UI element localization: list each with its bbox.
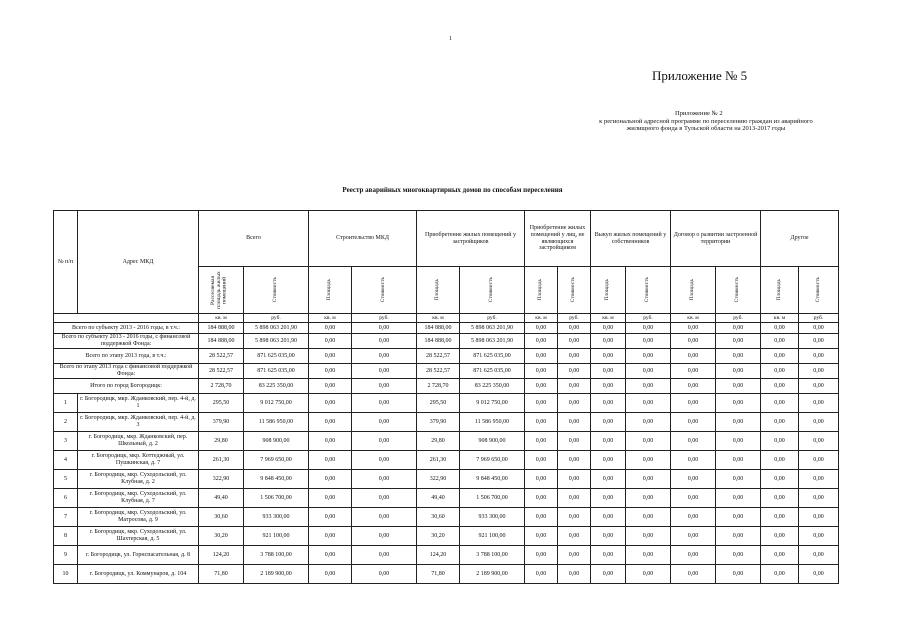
table-cell: 7 969 650,00: [460, 451, 525, 470]
table-cell: 0,00: [558, 432, 591, 451]
table-cell: 0,00: [591, 470, 626, 489]
table-cell: 0,00: [626, 379, 671, 394]
table-cell: 0,00: [352, 432, 417, 451]
annex-title: Приложение № 5: [652, 68, 748, 83]
table-cell: 0,00: [761, 334, 799, 349]
summary-row: [54, 334, 839, 349]
header-group-non-developer: Приобретение жилых помещений у лиц, не являющихся застройщиком: [525, 211, 591, 267]
table-row: [54, 432, 839, 451]
table-cell: 83 225 350,00: [244, 379, 309, 394]
table-cell: 0,00: [352, 508, 417, 527]
table-cell: 0,00: [525, 394, 558, 413]
table-cell: 0,00: [799, 413, 839, 432]
registry-body: [54, 323, 839, 584]
table-cell: 0,00: [671, 546, 716, 565]
table-cell: 0,00: [626, 508, 671, 527]
row-number: 10: [54, 565, 78, 584]
table-cell: 0,00: [525, 432, 558, 451]
table-cell: 0,00: [525, 413, 558, 432]
table-cell: 0,00: [799, 432, 839, 451]
table-cell: 908 900,00: [244, 432, 309, 451]
unit-rub: руб.: [244, 314, 309, 323]
unit-rub: руб.: [716, 314, 761, 323]
table-cell: 0,00: [525, 527, 558, 546]
summary-label: Всего по субъекту 2013 - 2016 годы, с финансовой поддержкой Фонда:: [54, 334, 199, 349]
table-cell: 0,00: [309, 432, 352, 451]
table-cell: 2 189 900,00: [460, 565, 525, 584]
table-cell: 0,00: [525, 451, 558, 470]
table-cell: 9 012 750,00: [244, 394, 309, 413]
row-number: 8: [54, 527, 78, 546]
table-cell: 0,00: [309, 394, 352, 413]
table-cell: 0,00: [716, 546, 761, 565]
table-cell: 0,00: [626, 546, 671, 565]
table-cell: 2 189 900,00: [244, 565, 309, 584]
table-cell: 0,00: [591, 489, 626, 508]
header-group-construction: Строительство МКД: [309, 211, 417, 267]
table-cell: 30,20: [417, 527, 460, 546]
table-cell: 0,00: [352, 413, 417, 432]
table-cell: 0,00: [352, 334, 417, 349]
table-cell: 0,00: [716, 364, 761, 379]
table-cell: 0,00: [761, 323, 799, 334]
annex-sub-line1: Приложение № 2: [675, 110, 723, 117]
table-cell: 322,90: [199, 470, 244, 489]
table-cell: 0,00: [591, 527, 626, 546]
table-cell: 71,80: [417, 565, 460, 584]
table-cell: 30,20: [199, 527, 244, 546]
table-cell: 0,00: [591, 349, 626, 364]
table-cell: 11 586 950,00: [460, 413, 525, 432]
table-cell: 0,00: [799, 489, 839, 508]
table-cell: 295,50: [199, 394, 244, 413]
table-cell: 0,00: [525, 334, 558, 349]
table-cell: 0,00: [525, 546, 558, 565]
table-cell: 0,00: [626, 451, 671, 470]
table-cell: 379,90: [417, 413, 460, 432]
table-cell: 0,00: [352, 489, 417, 508]
table-cell: 0,00: [799, 379, 839, 394]
table-cell: 0,00: [761, 451, 799, 470]
table-cell: 0,00: [558, 364, 591, 379]
summary-label: Всего по субъекту 2013 - 2016 годы, в т.ч.:: [54, 323, 199, 334]
header-group-buyout: Выкуп жилых помещений у собственников: [591, 211, 671, 267]
table-cell: 28 522,57: [199, 364, 244, 379]
table-cell: 0,00: [309, 565, 352, 584]
table-cell: 3 788 100,00: [244, 546, 309, 565]
table-cell: 933 300,00: [244, 508, 309, 527]
table-cell: 0,00: [761, 470, 799, 489]
unit-area: кв. м: [417, 314, 460, 323]
subheader-cost: Стоимость: [352, 267, 417, 314]
table-cell: 3 788 100,00: [460, 546, 525, 565]
table-cell: 0,00: [558, 349, 591, 364]
table-cell: 871 625 035,00: [460, 364, 525, 379]
table-cell: 0,00: [716, 334, 761, 349]
subheader-area: Площадь: [761, 267, 799, 314]
table-cell: 0,00: [309, 527, 352, 546]
table-cell: 0,00: [761, 413, 799, 432]
table-cell: 0,00: [671, 334, 716, 349]
table-cell: 0,00: [626, 413, 671, 432]
table-cell: 908 900,00: [460, 432, 525, 451]
table-cell: 0,00: [716, 379, 761, 394]
table-cell: 871 625 035,00: [244, 349, 309, 364]
table-cell: 261,30: [199, 451, 244, 470]
table-cell: 83 225 350,00: [460, 379, 525, 394]
row-address: г. Богородицк, мкр. Суходольский, ул. Шахтерская, д. 5: [78, 527, 199, 546]
table-cell: 0,00: [671, 379, 716, 394]
row-address: г. Богородицк, мкр. Жданковский, пер. Школьный, д. 2: [78, 432, 199, 451]
unit-area: кв. м: [671, 314, 716, 323]
header-address: Адрес МКД: [78, 211, 199, 314]
unit-rub: руб.: [460, 314, 525, 323]
table-cell: 28 522,57: [417, 349, 460, 364]
unit-area: кв. м: [761, 314, 799, 323]
table-cell: 49,40: [417, 489, 460, 508]
table-cell: 0,00: [309, 364, 352, 379]
table-cell: 871 625 035,00: [460, 349, 525, 364]
table-cell: 5 898 063 201,90: [460, 323, 525, 334]
table-cell: 0,00: [525, 489, 558, 508]
table-cell: 0,00: [591, 394, 626, 413]
summary-row: [54, 379, 839, 394]
table-cell: 0,00: [761, 508, 799, 527]
table-cell: 28 522,57: [417, 364, 460, 379]
row-number: 3: [54, 432, 78, 451]
table-cell: 30,60: [417, 508, 460, 527]
table-cell: 1 506 700,00: [244, 489, 309, 508]
unit-rub: руб.: [558, 314, 591, 323]
table-row: [54, 527, 839, 546]
table-row: [54, 508, 839, 527]
table-cell: 0,00: [671, 323, 716, 334]
table-cell: 0,00: [799, 334, 839, 349]
row-address: г. Богородицк, ул. Коммунаров, д. 104: [78, 565, 199, 584]
table-cell: 0,00: [799, 451, 839, 470]
table-cell: 49,40: [199, 489, 244, 508]
subheader-area: Площадь: [671, 267, 716, 314]
table-cell: 71,80: [199, 565, 244, 584]
row-number: 2: [54, 413, 78, 432]
subheader-cost: Стоимость: [799, 267, 839, 314]
table-cell: 184 888,00: [199, 323, 244, 334]
table-cell: 0,00: [525, 349, 558, 364]
table-cell: 2 728,70: [417, 379, 460, 394]
table-cell: 0,00: [352, 379, 417, 394]
summary-row: [54, 323, 839, 334]
table-cell: 0,00: [591, 364, 626, 379]
table-cell: 124,20: [417, 546, 460, 565]
table-row: [54, 470, 839, 489]
header-num: № п/п: [54, 211, 78, 314]
row-number: 4: [54, 451, 78, 470]
table-cell: 0,00: [558, 508, 591, 527]
table-cell: 0,00: [352, 565, 417, 584]
table-cell: 0,00: [352, 470, 417, 489]
summary-row: [54, 349, 839, 364]
subheader-area: Площадь: [417, 267, 460, 314]
subheader-area: Площадь: [309, 267, 352, 314]
table-cell: 0,00: [716, 432, 761, 451]
table-cell: 0,00: [352, 394, 417, 413]
table-row: [54, 565, 839, 584]
table-cell: 0,00: [799, 364, 839, 379]
unit-rub: руб.: [352, 314, 417, 323]
table-cell: 0,00: [799, 394, 839, 413]
header-row-groups: [54, 211, 839, 267]
table-cell: 29,80: [417, 432, 460, 451]
table-row: [54, 451, 839, 470]
table-cell: 0,00: [309, 379, 352, 394]
row-number: 1: [54, 394, 78, 413]
subheader-area: Площадь: [591, 267, 626, 314]
table-cell: 0,00: [671, 527, 716, 546]
table-cell: 0,00: [558, 565, 591, 584]
unit-rub: руб.: [626, 314, 671, 323]
table-cell: 0,00: [626, 394, 671, 413]
table-cell: 871 625 035,00: [244, 364, 309, 379]
table-cell: 0,00: [352, 323, 417, 334]
table-cell: 0,00: [626, 489, 671, 508]
table-cell: 0,00: [671, 451, 716, 470]
table-cell: 0,00: [558, 323, 591, 334]
table-cell: 0,00: [309, 323, 352, 334]
table-cell: 0,00: [591, 451, 626, 470]
table-cell: 0,00: [761, 546, 799, 565]
table-cell: 0,00: [558, 451, 591, 470]
table-cell: 0,00: [558, 489, 591, 508]
table-cell: 379,90: [199, 413, 244, 432]
table-cell: 0,00: [716, 527, 761, 546]
subheader-cost: Стоимость: [626, 267, 671, 314]
annex-sub-line3: жилищного фонда в Тульской области на 2013-2017 годы: [626, 125, 786, 133]
table-cell: 2 728,70: [199, 379, 244, 394]
row-number: 6: [54, 489, 78, 508]
table-cell: 295,50: [417, 394, 460, 413]
table-cell: 0,00: [799, 546, 839, 565]
table-cell: 184 888,00: [417, 323, 460, 334]
table-cell: 0,00: [591, 546, 626, 565]
row-number: 9: [54, 546, 78, 565]
table-cell: 0,00: [558, 334, 591, 349]
summary-label: Всего по этапу 2013 года, в т.ч.:: [54, 349, 199, 364]
table-cell: 0,00: [671, 432, 716, 451]
unit-rub: руб.: [799, 314, 839, 323]
unit-area: кв. м: [591, 314, 626, 323]
table-cell: 124,20: [199, 546, 244, 565]
table-cell: 0,00: [671, 364, 716, 379]
table-cell: 0,00: [716, 489, 761, 508]
row-address: г. Богородицк, мкр. Коттеджный, ул. Пушкинская, д. 7: [78, 451, 199, 470]
table-cell: 0,00: [716, 349, 761, 364]
table-cell: 0,00: [799, 323, 839, 334]
table-cell: 0,00: [716, 451, 761, 470]
table-cell: 0,00: [671, 470, 716, 489]
table-cell: 7 969 650,00: [244, 451, 309, 470]
table-cell: 30,60: [199, 508, 244, 527]
table-cell: 0,00: [591, 413, 626, 432]
table-cell: 0,00: [591, 323, 626, 334]
row-address: г. Богородицк, мкр. Жданковский, пер. 4-й, д. 3: [78, 413, 199, 432]
header-group-developer: Приобретение жилых помещений у застройщиков: [417, 211, 525, 267]
table-cell: 0,00: [525, 364, 558, 379]
table-cell: 0,00: [309, 546, 352, 565]
table-cell: 0,00: [716, 413, 761, 432]
table-cell: 0,00: [309, 334, 352, 349]
subheader-cost: Стоимость: [244, 267, 309, 314]
table-cell: 0,00: [626, 364, 671, 379]
table-cell: 0,00: [309, 349, 352, 364]
subheader-area: Площадь: [525, 267, 558, 314]
table-cell: 0,00: [558, 413, 591, 432]
table-cell: 0,00: [761, 527, 799, 546]
table-cell: 184 888,00: [417, 334, 460, 349]
table-cell: 0,00: [626, 349, 671, 364]
table-cell: 0,00: [799, 527, 839, 546]
table-cell: 0,00: [558, 379, 591, 394]
row-address: г. Богородицк, ул. Горнспасательная, д. 8: [78, 546, 199, 565]
table-cell: 5 898 063 201,90: [460, 334, 525, 349]
table-cell: 9 012 750,00: [460, 394, 525, 413]
table-cell: 9 848 450,00: [460, 470, 525, 489]
table-row: [54, 489, 839, 508]
table-cell: 9 848 450,00: [244, 470, 309, 489]
table-cell: 0,00: [309, 451, 352, 470]
table-cell: 261,30: [417, 451, 460, 470]
table-cell: 0,00: [352, 527, 417, 546]
table-cell: 0,00: [626, 470, 671, 489]
document-title: Реестр аварийных многоквартирных домов по способам переселения: [342, 186, 563, 194]
table-cell: 0,00: [525, 508, 558, 527]
summary-row: [54, 364, 839, 379]
table-cell: 0,00: [716, 323, 761, 334]
table-cell: 0,00: [671, 508, 716, 527]
table-cell: 0,00: [716, 565, 761, 584]
table-cell: 921 100,00: [244, 527, 309, 546]
table-cell: 0,00: [525, 470, 558, 489]
unit-area: кв. м: [309, 314, 352, 323]
table-cell: 28 522,57: [199, 349, 244, 364]
table-cell: 0,00: [761, 565, 799, 584]
table-cell: 0,00: [716, 394, 761, 413]
row-number: 7: [54, 508, 78, 527]
table-cell: 0,00: [671, 489, 716, 508]
table-cell: 5 898 063 201,90: [244, 323, 309, 334]
summary-label: Всего по этапу 2013 года с финансовой поддержкой Фонда:: [54, 364, 199, 379]
table-cell: 0,00: [591, 508, 626, 527]
table-cell: 0,00: [352, 364, 417, 379]
row-address: г. Богородицк, мкр. Суходольский, ул. Клубная, д. 2: [78, 470, 199, 489]
table-cell: 0,00: [761, 489, 799, 508]
table-cell: 322,90: [417, 470, 460, 489]
table-cell: 184 888,00: [199, 334, 244, 349]
table-cell: 0,00: [761, 364, 799, 379]
table-cell: 0,00: [799, 508, 839, 527]
table-cell: 11 586 950,00: [244, 413, 309, 432]
subheader-total-area: Расселяемая площадь жилых помещений: [199, 267, 244, 314]
subheader-cost: Стоимость: [716, 267, 761, 314]
table-cell: 1 506 700,00: [460, 489, 525, 508]
table-cell: 0,00: [761, 394, 799, 413]
header-group-other: Другое: [761, 211, 839, 267]
table-cell: 0,00: [626, 565, 671, 584]
table-cell: 0,00: [671, 349, 716, 364]
table-cell: 0,00: [352, 349, 417, 364]
table-cell: 0,00: [591, 432, 626, 451]
table-cell: 0,00: [309, 489, 352, 508]
table-cell: 0,00: [525, 565, 558, 584]
row-address: г. Богородицк, мкр. Суходольский, ул. Клубная, д. 7: [78, 489, 199, 508]
header-group-territory: Договор о развитии застроенной территории: [671, 211, 761, 267]
row-number: 5: [54, 470, 78, 489]
table-cell: 0,00: [626, 432, 671, 451]
table-cell: 0,00: [671, 394, 716, 413]
table-cell: 0,00: [626, 323, 671, 334]
annex-subtitle: [565, 110, 847, 133]
table-cell: 5 898 063 201,90: [244, 334, 309, 349]
table-cell: 0,00: [671, 565, 716, 584]
table-cell: 933 300,00: [460, 508, 525, 527]
table-cell: 0,00: [761, 379, 799, 394]
table-cell: 0,00: [525, 379, 558, 394]
table-cell: 0,00: [671, 413, 716, 432]
unit-area: кв. м: [199, 314, 244, 323]
table-cell: 0,00: [309, 508, 352, 527]
table-cell: 0,00: [558, 546, 591, 565]
table-cell: 0,00: [558, 527, 591, 546]
table-cell: 0,00: [525, 323, 558, 334]
table-cell: 0,00: [761, 349, 799, 364]
table-row: [54, 394, 839, 413]
annex-sub-line2: к региональной адресной программе по переселению граждан из аварийного: [599, 117, 813, 125]
row-address: г. Богородицк, мкр. Суходольский, ул. Матросова, д. 9: [78, 508, 199, 527]
subheader-cost: Стоимость: [460, 267, 525, 314]
table-row: [54, 413, 839, 432]
table-cell: 0,00: [799, 470, 839, 489]
table-cell: 0,00: [591, 334, 626, 349]
table-cell: 0,00: [352, 546, 417, 565]
table-cell: 0,00: [761, 432, 799, 451]
table-cell: 0,00: [716, 508, 761, 527]
row-address: г. Богородицк, мкр. Жданковский, пер. 4-й, д. 1: [78, 394, 199, 413]
table-cell: 0,00: [799, 565, 839, 584]
table-cell: 0,00: [591, 565, 626, 584]
table-cell: 0,00: [591, 379, 626, 394]
header-row-units: [54, 314, 839, 323]
table-cell: 0,00: [309, 470, 352, 489]
table-cell: 0,00: [309, 413, 352, 432]
table-cell: 0,00: [626, 334, 671, 349]
table-cell: 0,00: [799, 349, 839, 364]
table-cell: 0,00: [626, 527, 671, 546]
table-cell: 0,00: [558, 394, 591, 413]
header-group-total: Всего: [199, 211, 309, 267]
subheader-cost: Стоимость: [558, 267, 591, 314]
table-cell: 29,80: [199, 432, 244, 451]
table-cell: 0,00: [352, 451, 417, 470]
page-number: 1: [449, 36, 452, 42]
registry-table: [53, 210, 839, 584]
table-cell: 921 100,00: [460, 527, 525, 546]
unit-area: кв. м: [525, 314, 558, 323]
summary-label: Итого по город Богородицк:: [54, 379, 199, 394]
table-cell: 0,00: [558, 470, 591, 489]
table-row: [54, 546, 839, 565]
table-cell: 0,00: [716, 470, 761, 489]
